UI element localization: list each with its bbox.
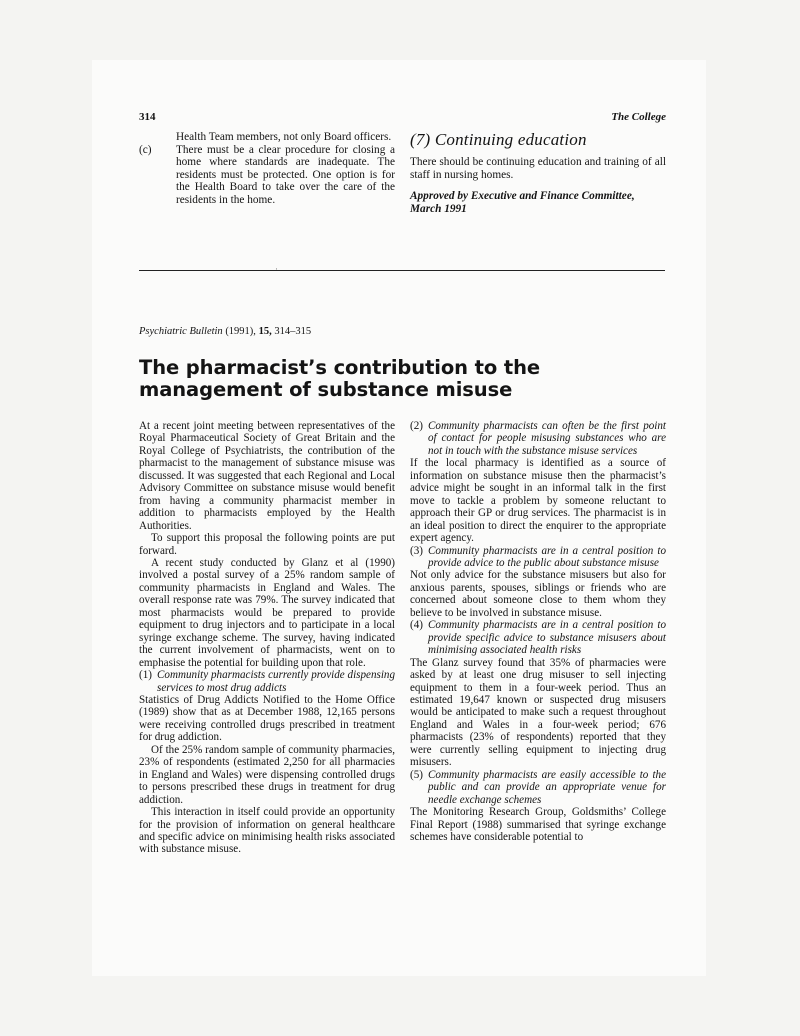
citation-volume: 15, (258, 326, 272, 337)
citation-pages: 314–315 (274, 326, 312, 337)
body-paragraph: Of the 25% random sample of community pharmacies, 23% of respondents (estimated 2,250 for all pharmacies in England and Wales) were dispensing controlled drugs to persons prescribed these drugs in treatment for drug addiction. (139, 743, 395, 806)
numbered-point-heading (410, 619, 666, 656)
section-divider (139, 270, 665, 271)
point-heading-text: Community pharmacists are in a central position to provide advice to the public about substance misuse (428, 544, 666, 569)
previous-article-right-block (410, 156, 666, 215)
divider-dot: · (275, 264, 278, 274)
body-paragraph: The Glanz survey found that 35% of pharmacies were asked by at least one drug misuser to sell injecting equipment to them in a four-week period. Thus an estimated 19,647 known or suspected drug misusers would be anticipated to make such a request throughout England and Wales in a four-week period; 676 pharmacists (23% of respondents) reported that they were currently selling equipment to injecting drug misusers. (410, 656, 666, 769)
approval-line-1: Approved by Executive and Finance Committee, (410, 190, 635, 203)
item-b-tail-text: Health Team members, not only Board officers. (176, 131, 392, 143)
item-c-label: (c) (139, 143, 152, 156)
page-number: 314 (139, 111, 156, 123)
point-number: (5) (410, 768, 423, 781)
body-paragraph: At a recent joint meeting between representatives of the Royal Pharmaceutical Society of Great Britain and the Royal College of Psychiatrists, the contribution of the pharmacist to the management of substance misuse was discussed. It was suggested that each Regional and Local Advisory Committee on substance misuse would benefit from having a community pharmacist member in addition to pharmacists employed by the Health Authorities. (139, 420, 395, 532)
point-number: (3) (410, 544, 423, 557)
point-heading-text: Community pharmacists can often be the first point of contact for people misusing substances who are not in touch with the substance misuse services (428, 420, 666, 457)
citation-line (139, 326, 311, 337)
body-paragraph: If the local pharmacy is identified as a source of information on substance misuse then the pharmacist’s advice might be sought in an informal talk in the first move to tackle a problem by someone reluctant to approach their GP or drug services. The pharmacist is in an ideal position to direct the enquirer to the appropriate expert agency. (410, 457, 666, 545)
approval-line-2: March 1991 (410, 202, 467, 215)
list-item-b-tail (139, 131, 395, 144)
article-right-column (410, 420, 666, 843)
continuing-education-text: There should be continuing education and training of all staff in nursing homes. (410, 156, 666, 181)
body-paragraph: Statistics of Drug Addicts Notified to the Home Office (1989) show that as at December 1988, 12,165 persons were receiving controlled drugs prescribed in treatment for drug addiction. (139, 693, 395, 744)
body-paragraph: The Monitoring Research Group, Goldsmiths’ College Final Report (1988) summarised that syringe exchange schemes have considerable potential to (410, 806, 666, 843)
body-paragraph: Not only advice for the substance misusers but also for anxious parents, spouses, siblings or friends who are concerned about someone close to them whom they believe to be involved in substance misuse. (410, 569, 666, 619)
citation-journal: Psychiatric Bulletin (139, 326, 223, 337)
citation-year: (1991), (225, 326, 256, 337)
section-heading-continuing-education: (7) Continuing education (410, 130, 587, 149)
numbered-point-heading (410, 769, 666, 806)
point-number: (4) (410, 619, 423, 632)
point-heading-text: Community pharmacists are in a central position to provide specific advice to substance misusers about minimising associated health risks (428, 619, 666, 657)
item-c-text: There must be a clear procedure for closing a home where standards are inadequate. The residents must be protected. One option is for the Health Board to take over the care of the residents in the home. (176, 143, 395, 206)
previous-article-left-block (139, 131, 395, 207)
body-paragraph: To support this proposal the following points are put forward. (139, 532, 395, 557)
article-left-column (139, 420, 395, 856)
point-heading-text: Community pharmacists currently provide dispensing services to most drug addicts (157, 669, 395, 694)
body-paragraph: This interaction in itself could provide an opportunity for the provision of information on general healthcare and specific advice on minimising health risks associated with substance misuse. (139, 806, 395, 856)
point-number: (1) (139, 669, 152, 682)
point-number: (2) (410, 420, 423, 432)
numbered-point-heading (139, 669, 395, 694)
numbered-point-heading (410, 545, 666, 570)
body-paragraph: A recent study conducted by Glanz et al (1990) involved a postal survey of a 25% random sample of community pharmacists in England and Wales. The overall response rate was 79%. The survey indicated that most pharmacists would be prepared to provide equipment to drug injectors and to participate in a local syringe exchange scheme. The survey, having indicated the current involvement of pharmacists, went on to emphasise the potential for building upon that role. (139, 556, 395, 669)
point-heading-text: Community pharmacists are easily accessible to the public and can provide an appropriate venue for needle exchange schemes (428, 768, 666, 806)
list-item-c (139, 144, 395, 207)
article-title: The pharmacist’s contribution to the management of substance misuse (139, 356, 540, 401)
running-head: The College (611, 111, 666, 123)
numbered-point-heading (410, 420, 666, 457)
